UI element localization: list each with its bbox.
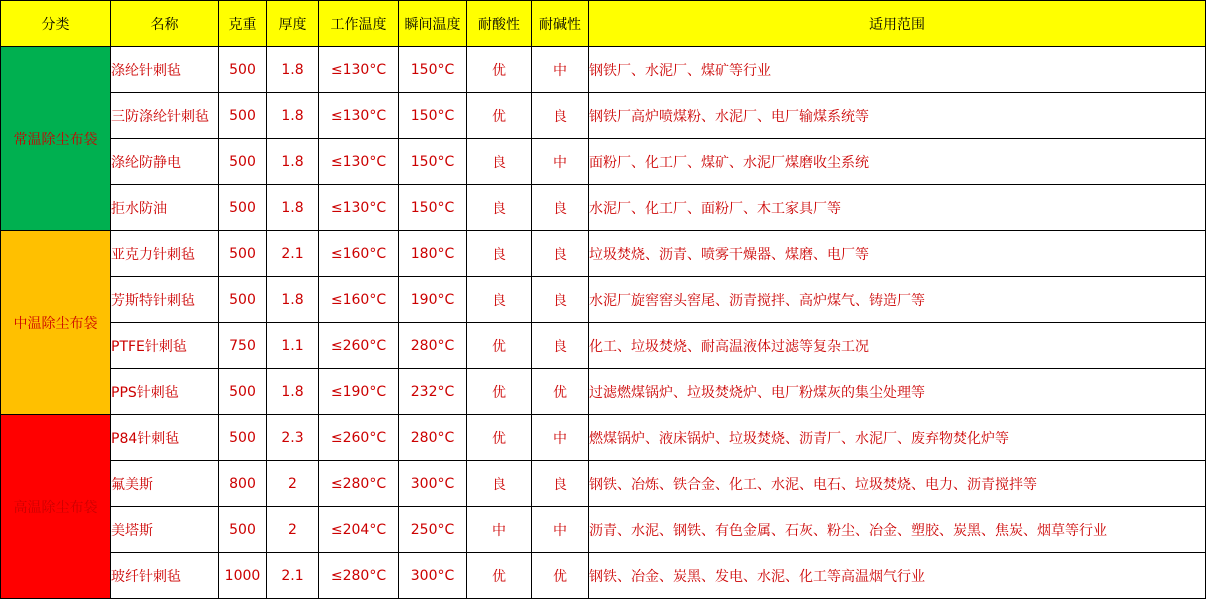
application-scope-cell[interactable]: 过滤燃煤锅炉、垃圾焚烧炉、电厂粉煤灰的集尘处理等: [589, 369, 1206, 415]
instant-temp-cell[interactable]: 190°C: [399, 277, 467, 323]
table-row: [1, 47, 1206, 93]
product-name-cell[interactable]: 亚克力针刺毡: [111, 231, 219, 277]
header-row: [1, 1, 1206, 47]
alkali-resistance-cell[interactable]: 中: [532, 507, 589, 553]
weight-cell[interactable]: 500: [219, 231, 267, 277]
weight-cell[interactable]: 800: [219, 461, 267, 507]
work-temp-cell[interactable]: ≤260°C: [319, 415, 399, 461]
alkali-resistance-cell[interactable]: 优: [532, 553, 589, 599]
work-temp-cell[interactable]: ≤160°C: [319, 277, 399, 323]
thickness-cell[interactable]: 1.8: [267, 93, 319, 139]
alkali-resistance-cell[interactable]: 良: [532, 323, 589, 369]
table-row: [1, 139, 1206, 185]
work-temp-cell[interactable]: ≤204°C: [319, 507, 399, 553]
application-scope-cell[interactable]: 沥青、水泥、钢铁、有色金属、石灰、粉尘、冶金、塑胶、炭黑、焦炭、烟草等行业: [589, 507, 1206, 553]
thickness-cell[interactable]: 2: [267, 507, 319, 553]
product-name-cell[interactable]: 玻纤针刺毡: [111, 553, 219, 599]
alkali-resistance-cell[interactable]: 良: [532, 277, 589, 323]
category-cell[interactable]: 高温除尘布袋: [1, 415, 111, 599]
header-name[interactable]: 名称: [111, 1, 219, 47]
acid-resistance-cell[interactable]: 优: [467, 369, 532, 415]
instant-temp-cell[interactable]: 300°C: [399, 461, 467, 507]
instant-temp-cell[interactable]: 150°C: [399, 47, 467, 93]
acid-resistance-cell[interactable]: 优: [467, 415, 532, 461]
category-cell[interactable]: 常温除尘布袋: [1, 47, 111, 231]
application-scope-cell[interactable]: 钢铁厂、水泥厂、煤矿等行业: [589, 47, 1206, 93]
table-row: [1, 231, 1206, 277]
table-row: [1, 185, 1206, 231]
table-row: [1, 415, 1206, 461]
header-acid-resistance[interactable]: 耐酸性: [467, 1, 532, 47]
application-scope-cell[interactable]: 水泥厂旋窖窖头窖尾、沥青搅拌、高炉煤气、铸造厂等: [589, 277, 1206, 323]
alkali-resistance-cell[interactable]: 良: [532, 231, 589, 277]
work-temp-cell[interactable]: ≤280°C: [319, 553, 399, 599]
application-scope-cell[interactable]: 钢铁、冶炼、铁合金、化工、水泥、电石、垃圾焚烧、电力、沥青搅拌等: [589, 461, 1206, 507]
application-scope-cell[interactable]: 水泥厂、化工厂、面粉厂、木工家具厂等: [589, 185, 1206, 231]
thickness-cell[interactable]: 2.3: [267, 415, 319, 461]
weight-cell[interactable]: 500: [219, 507, 267, 553]
work-temp-cell[interactable]: ≤160°C: [319, 231, 399, 277]
alkali-resistance-cell[interactable]: 良: [532, 461, 589, 507]
thickness-cell[interactable]: 2: [267, 461, 319, 507]
weight-cell[interactable]: 500: [219, 277, 267, 323]
thickness-cell[interactable]: 1.8: [267, 185, 319, 231]
weight-cell[interactable]: 500: [219, 93, 267, 139]
application-scope-cell[interactable]: 燃煤锅炉、液床锅炉、垃圾焚烧、沥青厂、水泥厂、废弃物焚化炉等: [589, 415, 1206, 461]
weight-cell[interactable]: 500: [219, 415, 267, 461]
table-row: [1, 277, 1206, 323]
work-temp-cell[interactable]: ≤190°C: [319, 369, 399, 415]
product-name-cell[interactable]: 三防涤纶针刺毡: [111, 93, 219, 139]
instant-temp-cell[interactable]: 280°C: [399, 323, 467, 369]
instant-temp-cell[interactable]: 150°C: [399, 93, 467, 139]
product-name-cell[interactable]: 涤纶防静电: [111, 139, 219, 185]
instant-temp-cell[interactable]: 300°C: [399, 553, 467, 599]
product-name-cell[interactable]: PPS针刺毡: [111, 369, 219, 415]
application-scope-cell[interactable]: 化工、垃圾焚烧、耐高温液体过滤等复杂工况: [589, 323, 1206, 369]
thickness-cell[interactable]: 1.8: [267, 47, 319, 93]
work-temp-cell[interactable]: ≤260°C: [319, 323, 399, 369]
weight-cell[interactable]: 500: [219, 47, 267, 93]
alkali-resistance-cell[interactable]: 良: [532, 185, 589, 231]
instant-temp-cell[interactable]: 180°C: [399, 231, 467, 277]
acid-resistance-cell[interactable]: 良: [467, 231, 532, 277]
header-work-temp[interactable]: 工作温度: [319, 1, 399, 47]
weight-cell[interactable]: 500: [219, 185, 267, 231]
application-scope-cell[interactable]: 钢铁、冶金、炭黑、发电、水泥、化工等高温烟气行业: [589, 553, 1206, 599]
acid-resistance-cell[interactable]: 良: [467, 277, 532, 323]
thickness-cell[interactable]: 1.8: [267, 277, 319, 323]
acid-resistance-cell[interactable]: 良: [467, 139, 532, 185]
product-name-cell[interactable]: 氟美斯: [111, 461, 219, 507]
work-temp-cell[interactable]: ≤280°C: [319, 461, 399, 507]
instant-temp-cell[interactable]: 232°C: [399, 369, 467, 415]
header-thickness[interactable]: 厚度: [267, 1, 319, 47]
instant-temp-cell[interactable]: 250°C: [399, 507, 467, 553]
thickness-cell[interactable]: 1.1: [267, 323, 319, 369]
alkali-resistance-cell[interactable]: 中: [532, 139, 589, 185]
application-scope-cell[interactable]: 钢铁厂高炉喷煤粉、水泥厂、电厂输煤系统等: [589, 93, 1206, 139]
table-row: [1, 553, 1206, 599]
table-row: [1, 323, 1206, 369]
instant-temp-cell[interactable]: 280°C: [399, 415, 467, 461]
acid-resistance-cell[interactable]: 中: [467, 507, 532, 553]
application-scope-cell[interactable]: 垃圾焚烧、沥青、喷雾干燥器、煤磨、电厂等: [589, 231, 1206, 277]
thickness-cell[interactable]: 1.8: [267, 369, 319, 415]
thickness-cell[interactable]: 1.8: [267, 139, 319, 185]
acid-resistance-cell[interactable]: 优: [467, 47, 532, 93]
table-row: [1, 461, 1206, 507]
alkali-resistance-cell[interactable]: 优: [532, 369, 589, 415]
acid-resistance-cell[interactable]: 良: [467, 461, 532, 507]
weight-cell[interactable]: 1000: [219, 553, 267, 599]
sheet-right-margin: [1207, 0, 1213, 609]
work-temp-cell[interactable]: ≤130°C: [319, 93, 399, 139]
product-name-cell[interactable]: PTFE针刺毡: [111, 323, 219, 369]
product-name-cell[interactable]: 拒水防油: [111, 185, 219, 231]
application-scope-cell[interactable]: 面粉厂、化工厂、煤矿、水泥厂煤磨收尘系统: [589, 139, 1206, 185]
table-row: [1, 369, 1206, 415]
thickness-cell[interactable]: 2.1: [267, 231, 319, 277]
header-weight[interactable]: 克重: [219, 1, 267, 47]
alkali-resistance-cell[interactable]: 良: [532, 93, 589, 139]
alkali-resistance-cell[interactable]: 中: [532, 415, 589, 461]
category-cell[interactable]: 中温除尘布袋: [1, 231, 111, 415]
product-name-cell[interactable]: 美塔斯: [111, 507, 219, 553]
table-row: [1, 507, 1206, 553]
product-name-cell[interactable]: 涤纶针刺毡: [111, 47, 219, 93]
instant-temp-cell[interactable]: 150°C: [399, 185, 467, 231]
weight-cell[interactable]: 500: [219, 139, 267, 185]
thickness-cell[interactable]: 2.1: [267, 553, 319, 599]
table-row: [1, 93, 1206, 139]
work-temp-cell[interactable]: ≤130°C: [319, 185, 399, 231]
product-name-cell[interactable]: P84针刺毡: [111, 415, 219, 461]
work-temp-cell[interactable]: ≤130°C: [319, 139, 399, 185]
acid-resistance-cell[interactable]: 良: [467, 185, 532, 231]
weight-cell[interactable]: 750: [219, 323, 267, 369]
product-name-cell[interactable]: 芳斯特针刺毡: [111, 277, 219, 323]
header-alkali-resistance[interactable]: 耐碱性: [532, 1, 589, 47]
work-temp-cell[interactable]: ≤130°C: [319, 47, 399, 93]
acid-resistance-cell[interactable]: 优: [467, 323, 532, 369]
instant-temp-cell[interactable]: 150°C: [399, 139, 467, 185]
acid-resistance-cell[interactable]: 优: [467, 553, 532, 599]
weight-cell[interactable]: 500: [219, 369, 267, 415]
header-category[interactable]: 分类: [1, 1, 111, 47]
acid-resistance-cell[interactable]: 优: [467, 93, 532, 139]
header-scope[interactable]: 适用范围: [589, 1, 1206, 47]
header-instant-temp[interactable]: 瞬间温度: [399, 1, 467, 47]
alkali-resistance-cell[interactable]: 中: [532, 47, 589, 93]
